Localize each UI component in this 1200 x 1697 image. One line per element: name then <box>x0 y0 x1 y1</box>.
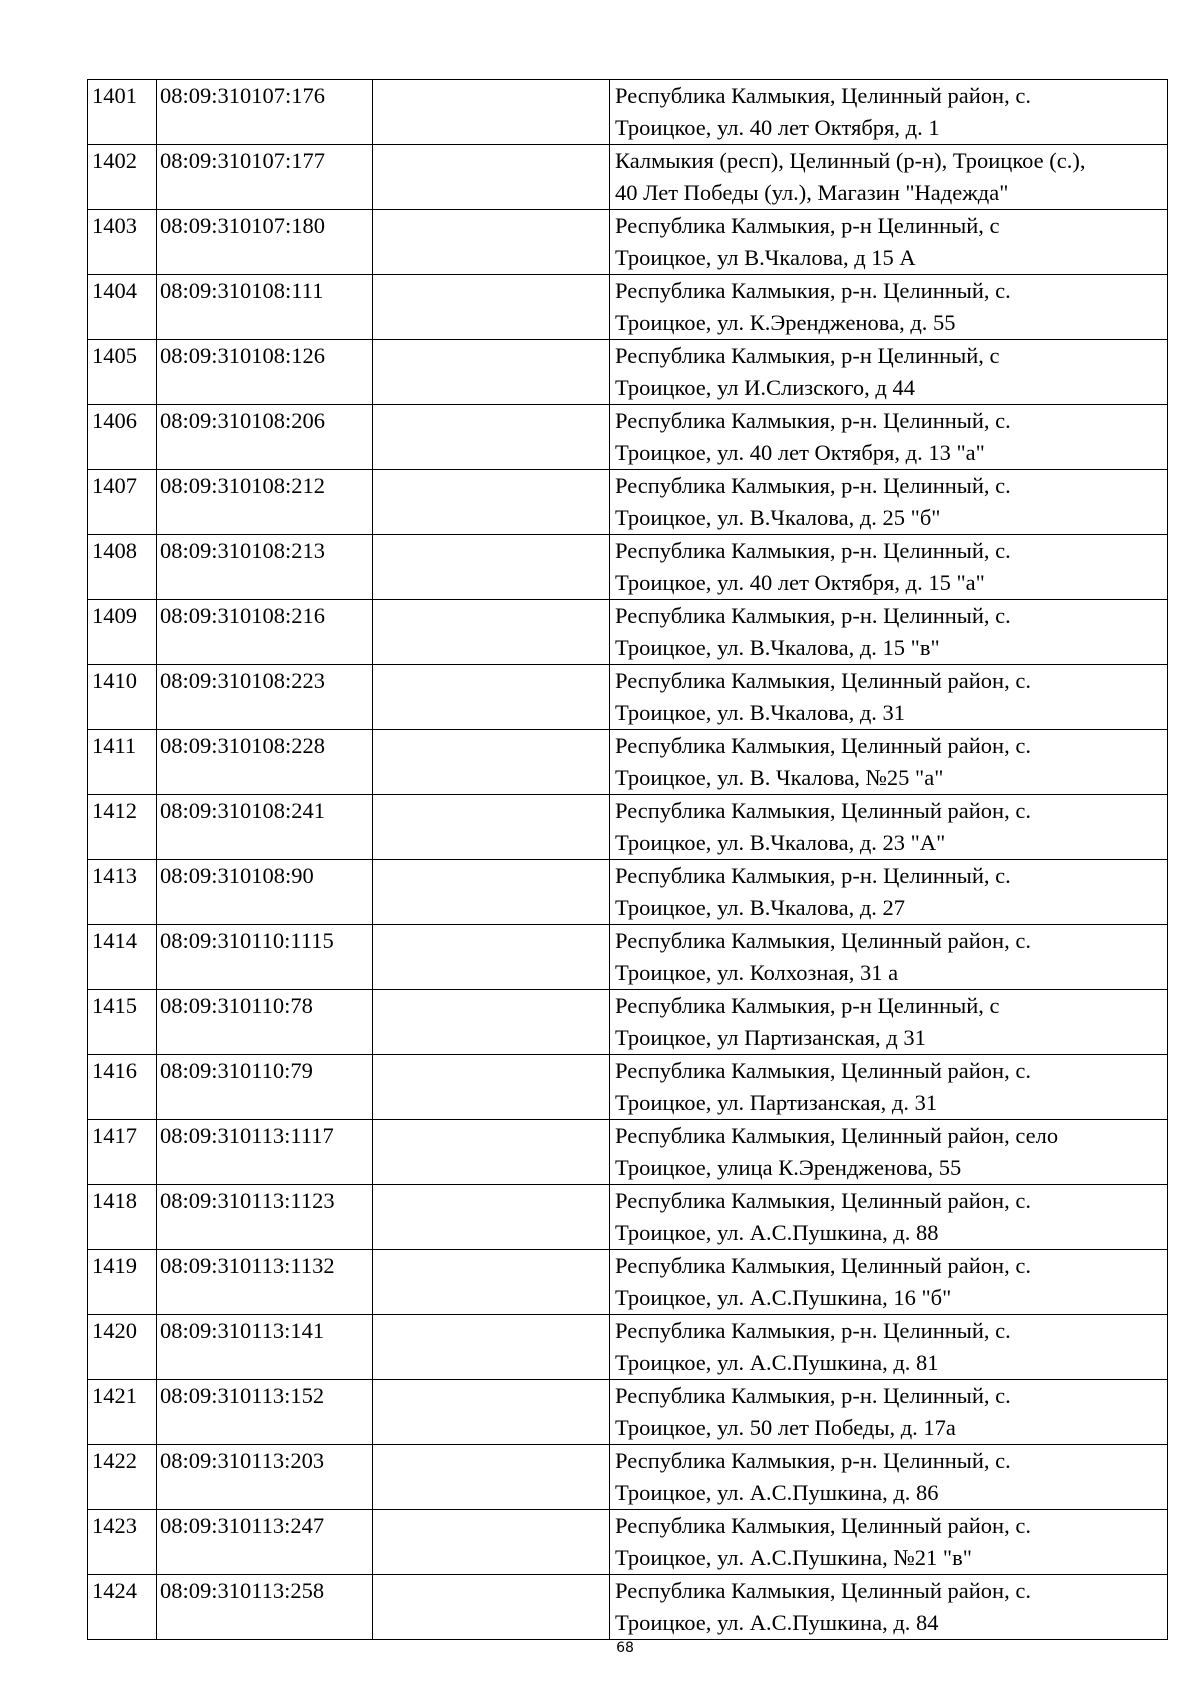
address-cell <box>610 405 1168 470</box>
address-line: Троицкое, ул. В.Чкалова, д. 15 "в" <box>615 635 940 660</box>
table-row <box>88 925 1168 990</box>
address-line: Республика Калмыкия, р-н. Целинный, с. <box>615 473 1011 498</box>
address-line: Республика Калмыкия, Целинный район, с. <box>615 1513 1031 1538</box>
cadastral-number-cell: 08:09:310113:1117 <box>157 1120 373 1185</box>
address-line: Республика Калмыкия, р-н. Целинный, с. <box>615 278 1011 303</box>
address-cell <box>610 795 1168 860</box>
address-line: Троицкое, ул. А.С.Пушкина, №21 "в" <box>615 1545 972 1570</box>
row-number-cell: 1404 <box>88 275 157 340</box>
address-line: Республика Калмыкия, Целинный район, с. <box>615 733 1031 758</box>
table-row <box>88 1120 1168 1185</box>
table-row <box>88 1445 1168 1510</box>
address-line: Троицкое, ул. А.С.Пушкина, д. 84 <box>615 1610 939 1635</box>
register-table-body <box>88 80 1168 1640</box>
address-line: Республика Калмыкия, р-н Целинный, с <box>615 993 1000 1018</box>
address-line: Республика Калмыкия, Целинный район, с. <box>615 1253 1031 1278</box>
address-cell <box>610 210 1168 275</box>
address-line: Республика Калмыкия, Целинный район, с. <box>615 668 1031 693</box>
address-line: Республика Калмыкия, Целинный район, село <box>615 1123 1059 1148</box>
address-line: Троицкое, ул. А.С.Пушкина, д. 86 <box>615 1480 939 1505</box>
cadastral-number-cell: 08:09:310108:228 <box>157 730 373 795</box>
cadastral-number-cell: 08:09:310108:111 <box>157 275 373 340</box>
cadastral-number-cell: 08:09:310108:216 <box>157 600 373 665</box>
table-row <box>88 1185 1168 1250</box>
empty-cell <box>373 1315 610 1380</box>
empty-cell <box>373 470 610 535</box>
address-line: Республика Калмыкия, р-н. Целинный, с. <box>615 1448 1011 1473</box>
cadastral-number-cell: 08:09:310108:223 <box>157 665 373 730</box>
empty-cell <box>373 80 610 145</box>
row-number-cell: 1418 <box>88 1185 157 1250</box>
row-number-cell: 1407 <box>88 470 157 535</box>
table-row <box>88 80 1168 145</box>
property-register-table <box>87 79 1168 1640</box>
table-row <box>88 145 1168 210</box>
address-line: Троицкое, ул. Колхозная, 31 а <box>615 960 899 985</box>
address-line: Троицкое, ул. 40 лет Октября, д. 1 <box>615 115 940 140</box>
address-cell <box>610 860 1168 925</box>
cadastral-number-cell: 08:09:310113:247 <box>157 1510 373 1575</box>
address-line: Троицкое, ул. А.С.Пушкина, д. 88 <box>615 1220 939 1245</box>
row-number-cell: 1405 <box>88 340 157 405</box>
empty-cell <box>373 275 610 340</box>
row-number-cell: 1412 <box>88 795 157 860</box>
address-cell <box>610 1510 1168 1575</box>
row-number-cell: 1415 <box>88 990 157 1055</box>
address-line: Троицкое, ул Партизанская, д 31 <box>615 1025 926 1050</box>
empty-cell <box>373 405 610 470</box>
page-number: 68 <box>616 1640 634 1656</box>
empty-cell <box>373 990 610 1055</box>
cadastral-number-cell: 08:09:310107:176 <box>157 80 373 145</box>
table-row <box>88 600 1168 665</box>
table-row <box>88 860 1168 925</box>
address-cell <box>610 1380 1168 1445</box>
address-cell <box>610 1445 1168 1510</box>
empty-cell <box>373 210 610 275</box>
address-line: Троицкое, ул. 40 лет Октября, д. 15 "а" <box>615 570 985 595</box>
address-line: Республика Калмыкия, Целинный район, с. <box>615 1578 1031 1603</box>
row-number-cell: 1401 <box>88 80 157 145</box>
cadastral-number-cell: 08:09:310108:206 <box>157 405 373 470</box>
address-line: Республика Калмыкия, Целинный район, с. <box>615 1188 1031 1213</box>
empty-cell <box>373 860 610 925</box>
cadastral-number-cell: 08:09:310113:141 <box>157 1315 373 1380</box>
address-line: Республика Калмыкия, р-н. Целинный, с. <box>615 538 1011 563</box>
empty-cell <box>373 1250 610 1315</box>
cadastral-number-cell: 08:09:310108:126 <box>157 340 373 405</box>
row-number-cell: 1411 <box>88 730 157 795</box>
row-number-cell: 1403 <box>88 210 157 275</box>
address-line: 40 Лет Победы (ул.), Магазин "Надежда" <box>615 180 1009 205</box>
address-cell <box>610 990 1168 1055</box>
address-cell <box>610 340 1168 405</box>
row-number-cell: 1421 <box>88 1380 157 1445</box>
row-number-cell: 1420 <box>88 1315 157 1380</box>
table-row <box>88 405 1168 470</box>
address-line: Троицкое, ул. В.Чкалова, д. 23 "А" <box>615 830 946 855</box>
address-cell <box>610 665 1168 730</box>
address-line: Республика Калмыкия, Целинный район, с. <box>615 928 1031 953</box>
empty-cell <box>373 1445 610 1510</box>
table-row <box>88 340 1168 405</box>
address-line: Республика Калмыкия, Целинный район, с. <box>615 798 1031 823</box>
row-number-cell: 1410 <box>88 665 157 730</box>
empty-cell <box>373 925 610 990</box>
address-line: Республика Калмыкия, р-н. Целинный, с. <box>615 1383 1011 1408</box>
address-line: Республика Калмыкия, р-н. Целинный, с. <box>615 408 1011 433</box>
cadastral-number-cell: 08:09:310110:79 <box>157 1055 373 1120</box>
table-row <box>88 990 1168 1055</box>
address-line: Республика Калмыкия, р-н. Целинный, с. <box>615 603 1011 628</box>
table-row <box>88 1510 1168 1575</box>
address-cell <box>610 1120 1168 1185</box>
empty-cell <box>373 795 610 860</box>
row-number-cell: 1414 <box>88 925 157 990</box>
cadastral-number-cell: 08:09:310107:180 <box>157 210 373 275</box>
address-line: Троицкое, улица К.Эренджeнова, 55 <box>615 1155 962 1180</box>
table-row <box>88 1250 1168 1315</box>
empty-cell <box>373 600 610 665</box>
empty-cell <box>373 535 610 600</box>
address-line: Республика Калмыкия, Целинный район, с. <box>615 1058 1031 1083</box>
table-row <box>88 535 1168 600</box>
row-number-cell: 1409 <box>88 600 157 665</box>
address-line: Троицкое, ул. Партизанская, д. 31 <box>615 1090 938 1115</box>
cadastral-number-cell: 08:09:310113:203 <box>157 1445 373 1510</box>
empty-cell <box>373 1380 610 1445</box>
address-cell <box>610 1250 1168 1315</box>
address-line: Троицкое, ул И.Слизского, д 44 <box>615 375 915 400</box>
row-number-cell: 1408 <box>88 535 157 600</box>
address-line: Троицкое, ул. В.Чкалова, д. 27 <box>615 895 906 920</box>
address-line: Калмыкия (респ), Целинный (р-н), Троицкое (с.), <box>615 148 1086 173</box>
address-line: Троицкое, ул. 40 лет Октября, д. 13 "а" <box>615 440 985 465</box>
table-row <box>88 1055 1168 1120</box>
address-line: Троицкое, ул. В.Чкалова, д. 25 "б" <box>615 505 941 530</box>
row-number-cell: 1416 <box>88 1055 157 1120</box>
address-cell <box>610 1575 1168 1640</box>
empty-cell <box>373 1185 610 1250</box>
row-number-cell: 1423 <box>88 1510 157 1575</box>
empty-cell <box>373 1510 610 1575</box>
address-line: Троицкое, ул. К.Эренджeнова, д. 55 <box>615 310 956 335</box>
cadastral-number-cell: 08:09:310108:213 <box>157 535 373 600</box>
address-cell <box>610 1315 1168 1380</box>
address-line: Республика Калмыкия, р-н. Целинный, с. <box>615 863 1011 888</box>
cadastral-number-cell: 08:09:310110:78 <box>157 990 373 1055</box>
table-row <box>88 1575 1168 1640</box>
address-line: Троицкое, ул. 50 лет Победы, д. 17а <box>615 1415 956 1440</box>
address-line: Республика Калмыкия, р-н. Целинный, с. <box>615 1318 1011 1343</box>
address-line: Троицкое, ул. А.С.Пушкина, 16 "б" <box>615 1285 952 1310</box>
address-line: Троицкое, ул В.Чкалова, д 15 А <box>615 245 916 270</box>
cadastral-number-cell: 08:09:310108:90 <box>157 860 373 925</box>
table-row <box>88 665 1168 730</box>
address-cell <box>610 80 1168 145</box>
empty-cell <box>373 1120 610 1185</box>
cadastral-number-cell: 08:09:310107:177 <box>157 145 373 210</box>
table-row <box>88 210 1168 275</box>
row-number-cell: 1422 <box>88 1445 157 1510</box>
address-cell <box>610 1185 1168 1250</box>
table-row <box>88 1315 1168 1380</box>
address-cell <box>610 470 1168 535</box>
empty-cell <box>373 145 610 210</box>
empty-cell <box>373 1055 610 1120</box>
cadastral-number-cell: 08:09:310113:1123 <box>157 1185 373 1250</box>
address-line: Республика Калмыкия, р-н Целинный, с <box>615 213 1000 238</box>
address-cell <box>610 730 1168 795</box>
address-cell <box>610 925 1168 990</box>
address-line: Республика Калмыкия, Целинный район, с. <box>615 83 1031 108</box>
row-number-cell: 1419 <box>88 1250 157 1315</box>
address-cell <box>610 145 1168 210</box>
table-row <box>88 470 1168 535</box>
cadastral-number-cell: 08:09:310113:152 <box>157 1380 373 1445</box>
row-number-cell: 1406 <box>88 405 157 470</box>
cadastral-number-cell: 08:09:310113:1132 <box>157 1250 373 1315</box>
table-row <box>88 795 1168 860</box>
cadastral-number-cell: 08:09:310108:212 <box>157 470 373 535</box>
empty-cell <box>373 1575 610 1640</box>
row-number-cell: 1417 <box>88 1120 157 1185</box>
empty-cell <box>373 730 610 795</box>
row-number-cell: 1402 <box>88 145 157 210</box>
address-cell <box>610 600 1168 665</box>
address-cell <box>610 275 1168 340</box>
address-cell <box>610 1055 1168 1120</box>
row-number-cell: 1424 <box>88 1575 157 1640</box>
empty-cell <box>373 340 610 405</box>
address-cell <box>610 535 1168 600</box>
cadastral-number-cell: 08:09:310110:1115 <box>157 925 373 990</box>
address-line: Троицкое, ул. А.С.Пушкина, д. 81 <box>615 1350 939 1375</box>
address-line: Троицкое, ул. В.Чкалова, д. 31 <box>615 700 906 725</box>
table-row <box>88 1380 1168 1445</box>
table-row <box>88 275 1168 340</box>
cadastral-number-cell: 08:09:310108:241 <box>157 795 373 860</box>
row-number-cell: 1413 <box>88 860 157 925</box>
address-line: Республика Калмыкия, р-н Целинный, с <box>615 343 1000 368</box>
table-row <box>88 730 1168 795</box>
address-line: Троицкое, ул. В. Чкалова, №25 "а" <box>615 765 944 790</box>
empty-cell <box>373 665 610 730</box>
cadastral-number-cell: 08:09:310113:258 <box>157 1575 373 1640</box>
